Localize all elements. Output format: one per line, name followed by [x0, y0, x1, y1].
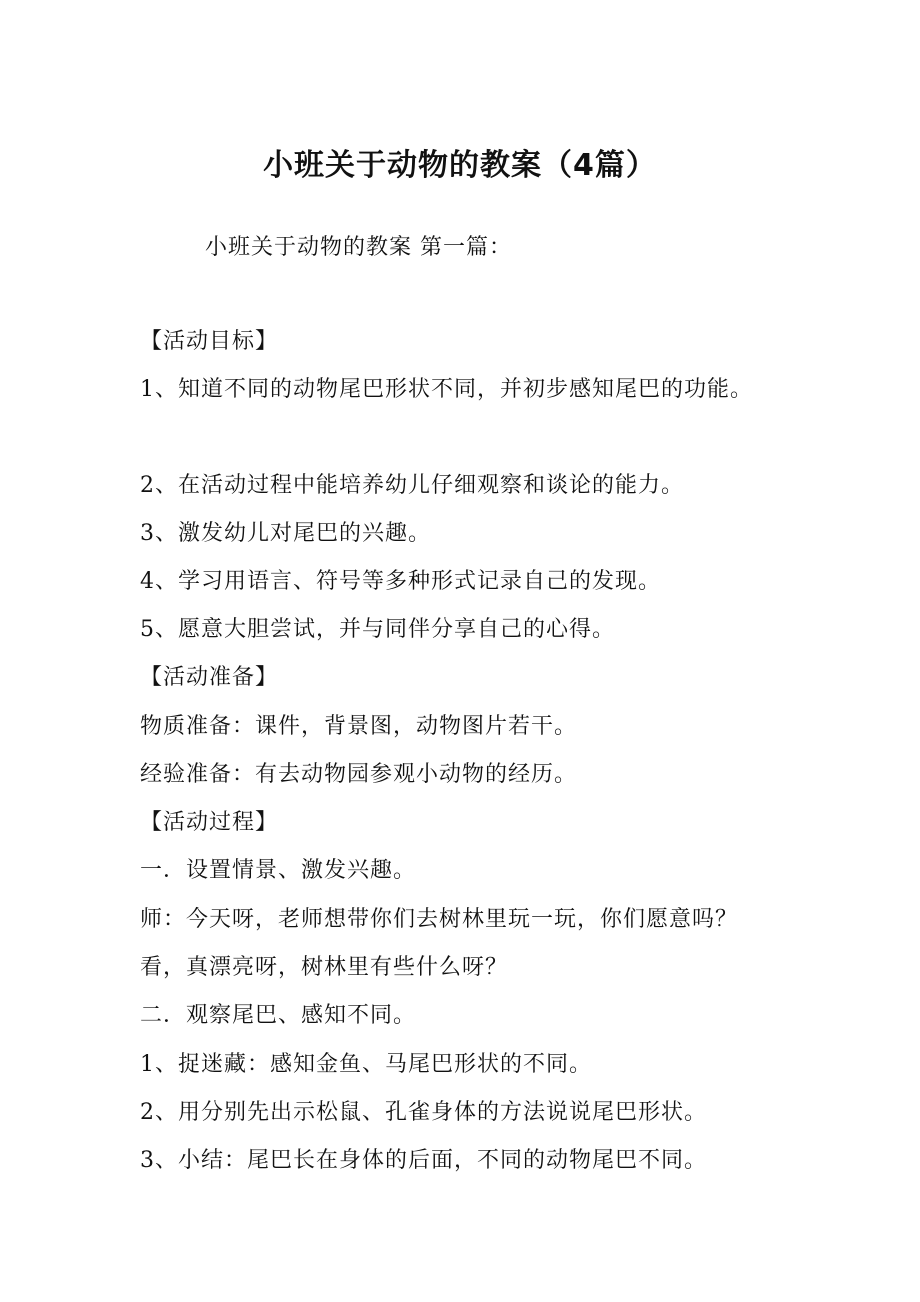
- paragraph-line: 2、在活动过程中能培养幼儿仔细观察和谈论的能力。: [140, 473, 684, 498]
- paragraph-line: 2、用分别先出示松鼠、孔雀身体的方法说说尾巴形状。: [140, 1100, 707, 1125]
- document-title: 小班关于动物的教案（4篇）: [263, 148, 657, 183]
- paragraph-line: 一．设置情景、激发兴趣。: [140, 858, 417, 883]
- paragraph-line: 1、捉迷藏：感知金鱼、马尾巴形状的不同。: [140, 1052, 592, 1077]
- paragraph-line: 4、学习用语言、符号等多种形式记录自己的发现。: [140, 569, 661, 594]
- paragraph-line: 看，真漂亮呀，树林里有些什么呀？: [140, 955, 509, 980]
- section-heading-process: 【活动过程】: [140, 810, 279, 835]
- paragraph-line: 3、激发幼儿对尾巴的兴趣。: [140, 521, 431, 546]
- paragraph-line: 二．观察尾巴、感知不同。: [140, 1003, 417, 1028]
- paragraph-line: 5、愿意大胆尝试，并与同伴分享自己的心得。: [140, 617, 615, 642]
- paragraph-line: 1、知道不同的动物尾巴形状不同，并初步感知尾巴的功能。: [140, 377, 753, 402]
- section-heading-goals: 【活动目标】: [140, 329, 279, 354]
- document-subtitle: 小班关于动物的教案 第一篇：: [205, 235, 512, 260]
- paragraph-line: 物质准备：课件，背景图，动物图片若干。: [140, 714, 578, 739]
- paragraph-line: 3、小结：尾巴长在身体的后面，不同的动物尾巴不同。: [140, 1148, 707, 1173]
- paragraph-line: 经验准备：有去动物园参观小动物的经历。: [140, 762, 578, 787]
- section-heading-preparation: 【活动准备】: [140, 665, 279, 690]
- paragraph-line: 师：今天呀，老师想带你们去树林里玩一玩，你们愿意吗？: [140, 907, 739, 932]
